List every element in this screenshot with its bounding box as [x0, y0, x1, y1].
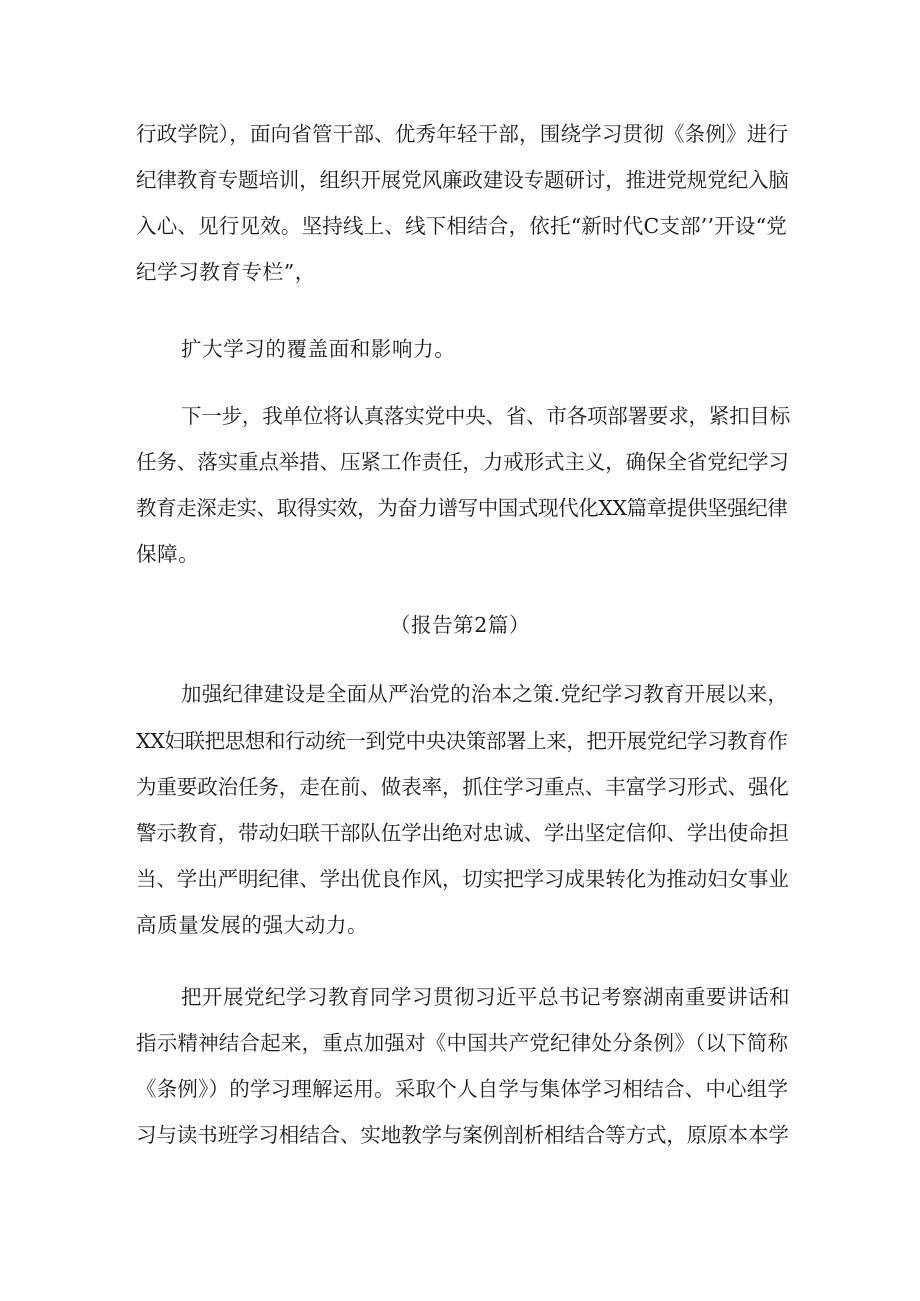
paragraph-3-line-1: 下一步，我单位将认真落实党中央、省、市各项部署要求，紧扣目标 [181, 404, 790, 428]
paragraph-5-line-4: 习与读书班学习相结合、实地教学与案例剖析相结合等方式，原原本本学 [136, 1123, 789, 1147]
paragraph-4-line-1: 加强纪律建设是全面从严治党的治本之策.党纪学习教育开展以来， [181, 682, 789, 706]
report-heading: （报告第2篇） [389, 613, 531, 637]
paragraph-4-line-2: XX妇联把思想和行动统一到党中央决策部署上来，把开展党纪学习教育作 [136, 729, 788, 753]
paragraph-4-line-6: 高质量发展的强大动力。 [136, 913, 369, 937]
paragraph-1-line-1: 行政学院），面向省管干部、优秀年轻干部，围绕学习贯彻《条例》进行 [136, 122, 789, 146]
paragraph-2-line-1: 扩大学习的覆盖面和影响力。 [181, 337, 456, 361]
paragraph-3-line-3: 教育走深走实、取得实效，为奋力谱写中国式现代化XX篇章提供坚强纪律 [136, 496, 788, 520]
paragraph-3-line-4: 保障。 [136, 542, 200, 566]
paragraph-5-line-1: 把开展党纪学习教育同学习贯彻习近平总书记考察湖南重要讲话和 [181, 985, 790, 1009]
paragraph-4-line-4: 警示教育，带动妇联干部队伍学出绝对忠诚、学出坚定信仰、学出使命担 [136, 821, 789, 845]
paragraph-5-line-2: 指示精神结合起来，重点加强对《中国共产党纪律处分条例》（以下简称 [136, 1031, 789, 1055]
paragraph-1-line-4: 纪学习教育专栏”， [136, 260, 316, 284]
paragraph-3-line-2: 任务、落实重点举措、压紧工作责任，力戒形式主义，确保全省党纪学习 [136, 450, 789, 474]
paragraph-4-line-3: 为重要政治任务，走在前、做表率，抓住学习重点、丰富学习形式、强化 [136, 775, 789, 799]
paragraph-1-line-2: 纪律教育专题培训，组织开展党风廉政建设专题研讨，推进党规党纪入脑 [136, 168, 789, 192]
paragraph-4-line-5: 当、学出严明纪律、学出优良作风，切实把学习成果转化为推动妇女事业 [136, 867, 789, 891]
paragraph-5-line-3: 《条例》）的学习理解运用。采取个人自学与集体学习相结合、中心组学 [136, 1077, 789, 1101]
paragraph-1-line-3: 入心、见行见效。坚持线上、线下相结合，依托“新时代C支部’’开设“党 [136, 214, 787, 238]
